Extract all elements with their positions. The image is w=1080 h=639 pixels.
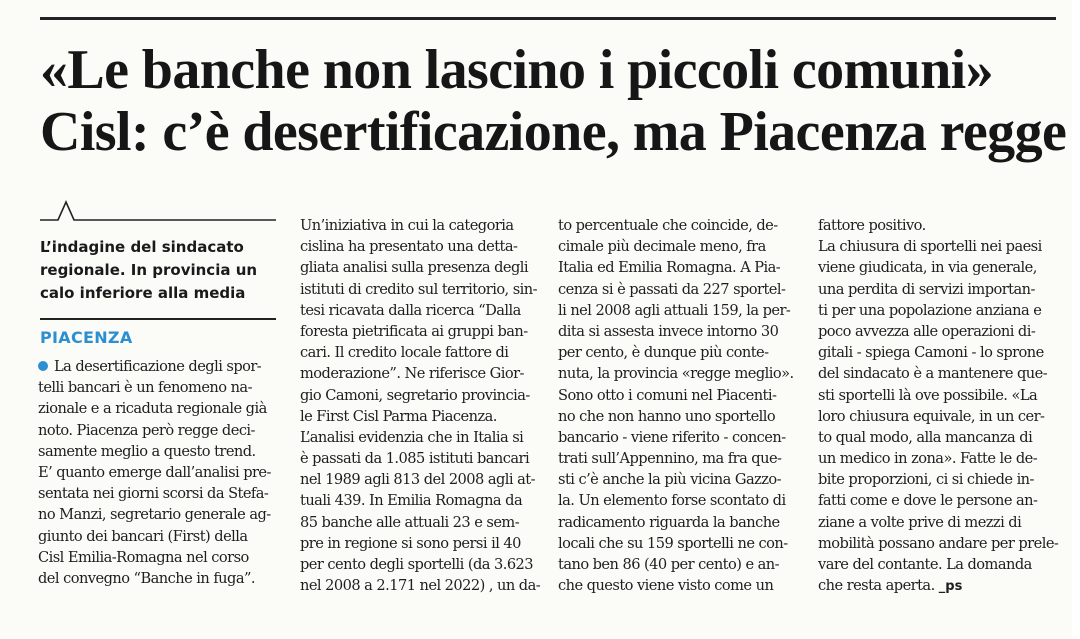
text-line: foresta pietrificata ai gruppi ban- [300,322,528,340]
section-mark-icon [40,198,280,222]
text-line: tano ben 86 (40 per cento) e an- [558,556,780,573]
text-line: gliata analisi sulla presenza degli [300,259,528,277]
subheadline-line: calo inferiore alla media [40,284,246,302]
text-line: telli bancari è un fenomeno na- [38,379,252,397]
text-line: li nel 2008 agli attuali 159, la per- [558,301,791,319]
text-line: ti per una popolazione anziana e [818,301,1042,319]
text-line: loro chiusura equivale, in un cer- [818,407,1045,425]
text-line: una perdita di servizi importan- [818,280,1035,298]
text-line: un medico in zona». Fatte le de- [818,450,1038,468]
headline-line-2: Cisl: c’è desertificazione, ma Piacenza regge [40,101,1067,163]
text-line: per cento, è dunque più conte- [558,344,769,362]
text-line: bite proporzioni, ci si chiede in- [818,471,1034,489]
text-line: ziane a volte prive di mezzi di [818,513,1022,531]
text-line: pre in regione si sono persi il 40 [300,534,521,552]
text-line: sti c’è anche la più vicina Gazzo- [558,471,781,489]
text-line: La chiusura di sportelli nei paesi [818,238,1042,256]
text-line: La desertificazione degli spor- [38,356,286,377]
text-line: gitali - spiega Camoni - lo sprone [818,344,1044,362]
headline-line-1: «Le banche non lascino i piccoli comuni» [40,39,993,101]
text-line: vare del contante. La domanda [818,556,1032,573]
text-line: la. Un elemento forse scontato di [558,492,786,510]
text-line: Italia ed Emilia Romagna. A Pia- [558,259,781,277]
text-line: dita si assesta invece intorno 30 [558,322,779,340]
text-line: no che non hanno uno sportello [558,407,776,425]
text-line: che resta aperta. _ps [818,577,963,595]
text-line: per cento degli sportelli (da 3.623 [300,556,534,573]
text-line: 85 banche alle attuali 23 e sem- [300,513,520,531]
text-line: radicamento riguarda la banche [558,513,780,531]
text-line: E’ quanto emerge dall’analisi pre- [38,463,271,481]
text-line: nel 2008 a 2.171 nel 2022) , un da- [300,577,541,595]
bullet-icon [38,361,48,371]
subheadline [40,236,280,305]
text-line: samente meglio a questo trend. [38,442,256,460]
text-line: Cisl Emilia-Romagna nel corso [38,548,249,566]
text-line: del convegno “Banche in fuga”. [38,569,255,587]
text-line: noto. Piacenza però regge deci- [38,421,255,439]
text-line: viene giudicata, in via generale, [818,259,1037,277]
text-line: cari. Il credito locale fattore di [300,344,509,362]
text-line: sentata nei giorni scorsi da Stefa- [38,485,269,503]
text-line: locali che su 159 sportelli ne con- [558,534,788,552]
text-line: fatti come e dove le persone an- [818,492,1038,510]
text-line: tuali 439. In Emilia Romagna da [300,492,523,510]
text-line: giunto dei bancari (First) della [38,527,248,545]
text-line: nuta, la provincia «regge meglio». [558,365,794,383]
text-line: le First Cisl Parma Piacenza. [300,407,497,425]
text-line: è passati da 1.085 istituti bancari [300,450,530,468]
text-line: sti sportelli là ove possibile. «La [818,386,1038,404]
author-signature: _ps [938,579,963,595]
article-column-1 [38,356,286,589]
text-line: to percentuale che coincide, de- [558,217,778,234]
text-line: del sindacato è a mantenere que- [818,365,1048,383]
text-line: trati sull’Appennino, ma fra que- [558,450,782,468]
text-line: cenza si è passati da 227 sportel- [558,280,786,298]
subheadline-line: L’indagine del sindacato [40,238,244,256]
article-column-4 [818,215,1066,596]
text-line: gio Camoni, segretario provincia- [300,386,530,404]
text-line: no Manzi, segretario generale ag- [38,506,271,524]
article-column-3 [558,215,806,596]
text-line: bancario - viene riferito - concen- [558,428,786,446]
page-edge [1072,0,1080,639]
text-line: Sono otto i comuni nel Piacenti- [558,386,777,404]
text-line: Un’iniziativa in cui la categoria [300,217,514,234]
subheadline-rule [40,318,276,320]
text-line: zionale e a ricaduta regionale già [38,400,267,418]
text-line: to qual modo, alla mancanza di [818,428,1033,446]
text-line: istituti di credito sul territorio, sin- [300,280,538,298]
subheadline-line: regionale. In provincia un [40,261,258,279]
text-line: che questo viene visto come un [558,577,774,595]
text-line: fattore positivo. [818,217,926,234]
text-line: poco avvezza alle operazioni di- [818,322,1036,340]
article-column-2 [300,215,548,596]
text-line: nel 1989 agli 813 del 2008 agli at- [300,471,535,489]
dateline: PIACENZA [40,328,133,347]
text-line: moderazione”. Ne riferisce Gior- [300,365,524,383]
text-line: cislina ha presentato una detta- [300,238,518,256]
text-line: cimale più decimale meno, fra [558,238,766,256]
text-line: L’analisi evidenzia che in Italia si [300,428,524,446]
text-line: tesi ricavata dalla ricerca “Dalla [300,301,521,319]
top-rule [40,17,1056,20]
text-line: mobilità possano andare per prele- [818,534,1059,552]
